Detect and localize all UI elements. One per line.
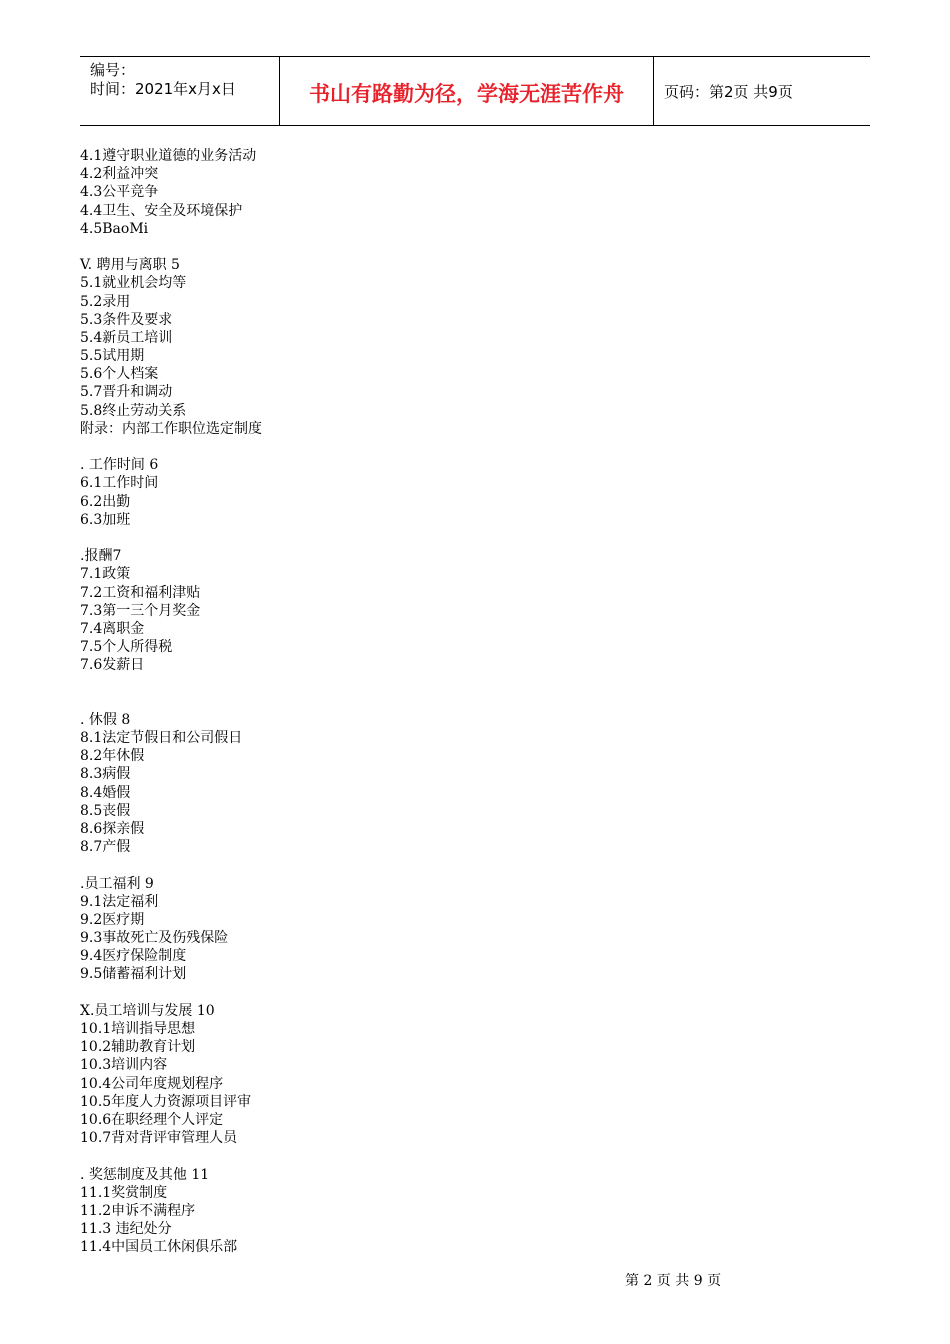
toc-line: 4.2利益冲突	[80, 166, 159, 183]
toc-heading: V. 聘用与离职 5	[80, 257, 180, 274]
toc-line: 6.3加班	[80, 511, 131, 528]
toc-line: 8.5丧假	[80, 802, 131, 819]
page-footer: 第 2 页 共 9 页	[625, 1273, 722, 1289]
toc-line: 7.5个人所得税	[80, 639, 173, 656]
toc-line: 7.2工资和福利津贴	[80, 584, 201, 601]
toc-line: 5.6个人档案	[80, 366, 159, 383]
toc-line: 4.3公平竞争	[80, 184, 159, 201]
toc-line: 11.1奖赏制度	[80, 1184, 168, 1201]
toc-line: 4.4卫生、安全及环境保护	[80, 202, 243, 219]
toc-line: 5.8终止劳动关系	[80, 402, 187, 419]
toc-section-4	[80, 147, 262, 238]
toc-line: 10.5年度人力资源项目评审	[80, 1093, 252, 1110]
toc-line: 8.1法定节假日和公司假日	[80, 730, 243, 747]
toc-line: 10.4公司年度规划程序	[80, 1075, 224, 1092]
toc-line: 5.1就业机会均等	[80, 275, 187, 292]
toc-line: 8.3病假	[80, 766, 131, 783]
toc-section-6	[80, 456, 262, 529]
toc-line: 5.5试用期	[80, 348, 145, 365]
page-header	[80, 56, 870, 126]
toc-line: 8.6探亲假	[80, 820, 145, 837]
toc-line: 5.2录用	[80, 293, 131, 310]
toc-line: 9.2医疗期	[80, 911, 145, 928]
toc-line: 7.6发薪日	[80, 657, 145, 674]
toc-line: 附录：内部工作职位选定制度	[80, 420, 262, 437]
toc-line: 7.4离职金	[80, 620, 145, 637]
toc-line: 6.2出勤	[80, 493, 131, 510]
toc-line: 9.5储蓄福利计划	[80, 966, 187, 983]
document-number-label: 编号：	[90, 61, 136, 79]
toc-heading: . 休假 8	[80, 711, 131, 728]
toc-section-8	[80, 711, 262, 857]
toc-section-11	[80, 1166, 262, 1257]
toc-line: 5.3条件及要求	[80, 311, 173, 328]
table-of-contents	[80, 147, 262, 1256]
toc-line: 9.4医疗保险制度	[80, 948, 187, 965]
toc-line: 11.3 违纪处分	[80, 1221, 172, 1238]
toc-line: 11.4中国员工休闲俱乐部	[80, 1239, 238, 1256]
header-page-info: 页码：第2页 共9页	[664, 82, 793, 101]
toc-line: 7.3第一三个月奖金	[80, 602, 201, 619]
toc-line: 8.4婚假	[80, 784, 131, 801]
toc-line: 10.2辅助教育计划	[80, 1039, 196, 1056]
toc-line: 9.3事故死亡及伤残保险	[80, 930, 229, 947]
toc-line: 5.4新员工培训	[80, 329, 173, 346]
toc-line: 9.1法定福利	[80, 893, 159, 910]
toc-line: 10.7背对背评审管理人员	[80, 1130, 238, 1147]
toc-line: 8.2年休假	[80, 748, 145, 765]
toc-line: 8.7产假	[80, 839, 131, 856]
toc-heading: .员工福利 9	[80, 875, 154, 892]
toc-line: 5.7晋升和调动	[80, 384, 173, 401]
toc-line: 10.6在职经理个人评定	[80, 1111, 224, 1128]
header-motto: 书山有路勤为径，学海无涯苦作舟	[280, 57, 654, 125]
toc-line: 6.1工作时间	[80, 475, 159, 492]
toc-heading: X.员工培训与发展 10	[80, 1002, 215, 1019]
toc-section-7	[80, 547, 262, 674]
toc-section-9	[80, 875, 262, 984]
toc-section-5	[80, 256, 262, 438]
toc-heading: . 奖惩制度及其他 11	[80, 1166, 210, 1183]
toc-line: 10.1培训指导思想	[80, 1021, 196, 1038]
toc-line: 4.5BaoMi	[80, 220, 149, 237]
toc-heading: .报酬7	[80, 548, 122, 565]
document-time-label: 时间：2021年x月x日	[90, 80, 236, 98]
toc-line: 11.2申诉不满程序	[80, 1202, 196, 1219]
toc-line: 4.1遵守职业道德的业务活动	[80, 148, 257, 164]
toc-section-10	[80, 1002, 262, 1148]
toc-heading: . 工作时间 6	[80, 457, 159, 474]
toc-line: 10.3培训内容	[80, 1057, 168, 1074]
header-meta	[80, 57, 280, 125]
toc-line: 7.1政策	[80, 566, 131, 583]
